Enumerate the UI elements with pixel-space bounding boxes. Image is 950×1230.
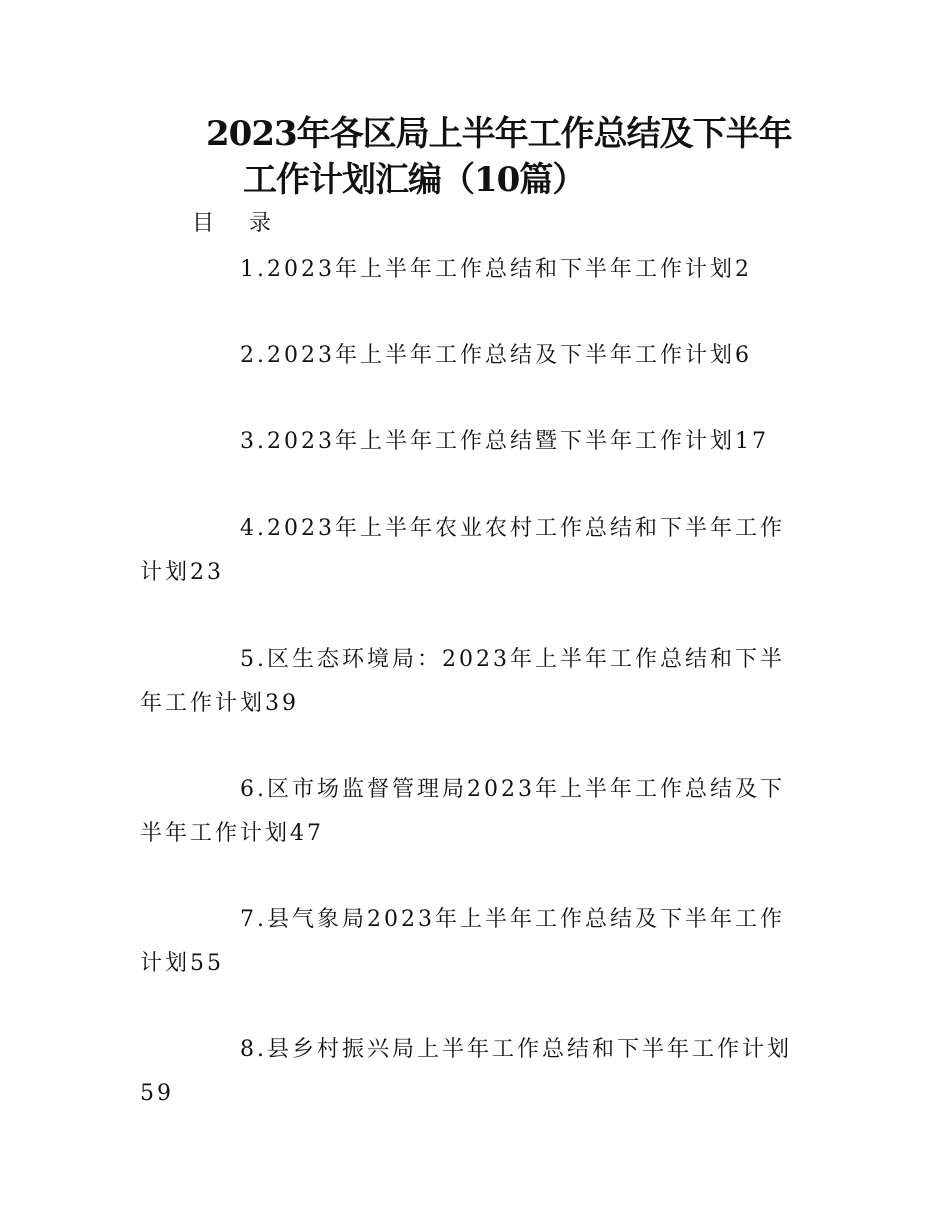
toc-item-3[interactable]: 3.2023年上半年工作总结暨下半年工作计划17: [240, 429, 769, 454]
toc-item-1[interactable]: 1.2023年上半年工作总结和下半年工作计划2: [240, 257, 752, 282]
toc-item-5[interactable]: 5.区生态环境局：2023年上半年工作总结和下半年工作计划39: [140, 647, 785, 716]
document-title-line-2: 工作计划汇编（10篇）: [243, 160, 586, 200]
toc-item-2[interactable]: 2.2023年上半年工作总结及下半年工作计划6: [240, 343, 752, 368]
toc-item-6[interactable]: 6.区市场监督管理局2023年上半年工作总结及下半年工作计划47: [140, 777, 785, 846]
toc-heading: 目 录: [192, 211, 285, 236]
document-title-line-1: 2023年各区局上半年工作总结及下半年: [206, 114, 792, 154]
toc-item-8[interactable]: 8.县乡村振兴局上半年工作总结和下半年工作计划59: [140, 1037, 792, 1106]
toc-item-4[interactable]: 4.2023年上半年农业农村工作总结和下半年工作计划23: [140, 516, 785, 585]
toc-item-7[interactable]: 7.县气象局2023年上半年工作总结及下半年工作计划55: [140, 907, 785, 976]
